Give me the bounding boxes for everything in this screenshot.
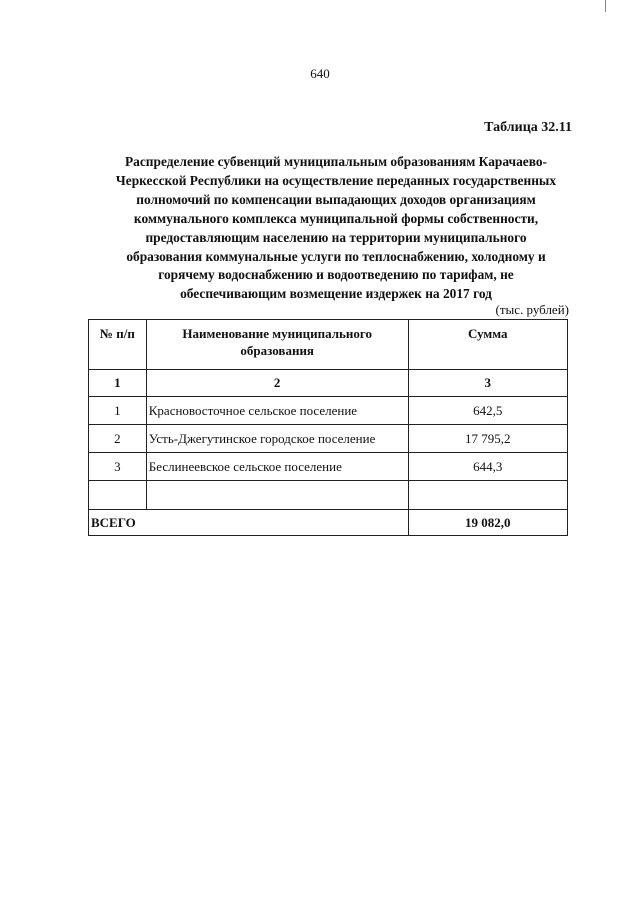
empty-cell bbox=[89, 481, 147, 510]
row-sum: 17 795,2 bbox=[408, 425, 567, 453]
title-line: Черкесской Республики на осуществление переданных государственных bbox=[115, 172, 557, 188]
header-name-line: Наименование муниципального bbox=[182, 326, 372, 341]
municipality-name: Усть-Джегутинское городское поселение bbox=[146, 425, 408, 453]
table-row bbox=[89, 453, 568, 481]
header-name bbox=[146, 320, 408, 370]
municipality-name: Беслинеевское сельское поселение bbox=[146, 453, 408, 481]
table-row bbox=[89, 425, 568, 453]
row-number: 2 bbox=[89, 425, 147, 453]
title-line: Распределение субвенций муниципальным образованиям Карачаево- bbox=[124, 154, 548, 169]
subsidy-table bbox=[88, 319, 568, 536]
municipality-name: Красновосточное сельское поселение bbox=[146, 397, 408, 425]
title-line: образования коммунальные услуги по теплоснабжению, холодному и bbox=[126, 248, 546, 264]
total-sum: 19 082,0 bbox=[408, 510, 567, 536]
header-sum: Сумма bbox=[408, 320, 567, 370]
header-number: № п/п bbox=[89, 320, 147, 370]
total-row bbox=[89, 510, 568, 536]
column-number: 3 bbox=[408, 370, 567, 397]
title-line: обеспечивающим возмещение издержек на 2017 год bbox=[180, 286, 492, 302]
title-line: полномочий по компенсации выпадающих доходов организациям bbox=[136, 191, 536, 207]
empty-row bbox=[89, 481, 568, 510]
document-title bbox=[92, 153, 580, 304]
row-sum: 642,5 bbox=[408, 397, 567, 425]
column-number: 1 bbox=[89, 370, 147, 397]
row-number: 1 bbox=[89, 397, 147, 425]
column-number-row bbox=[89, 370, 568, 397]
table-row bbox=[89, 397, 568, 425]
units-note: (тыс. рублей) bbox=[495, 302, 569, 317]
column-number: 2 bbox=[146, 370, 408, 397]
row-sum: 644,3 bbox=[408, 453, 567, 481]
title-line: горячему водоснабжению и водоотведению по тарифам, не bbox=[158, 267, 514, 283]
table-header-row bbox=[89, 320, 568, 370]
total-label: ВСЕГО bbox=[89, 510, 409, 536]
title-line: предоставляющим населению на территории муниципального bbox=[145, 229, 527, 245]
table-label: Таблица 32.11 bbox=[484, 120, 572, 135]
scan-edge-mark bbox=[605, 0, 606, 12]
page-number: 640 bbox=[310, 66, 330, 81]
empty-cell bbox=[146, 481, 408, 510]
header-name-line: образования bbox=[240, 343, 314, 358]
row-number: 3 bbox=[89, 453, 147, 481]
empty-cell bbox=[408, 481, 567, 510]
title-line: коммунального комплекса муниципальной формы собственности, bbox=[133, 210, 539, 226]
